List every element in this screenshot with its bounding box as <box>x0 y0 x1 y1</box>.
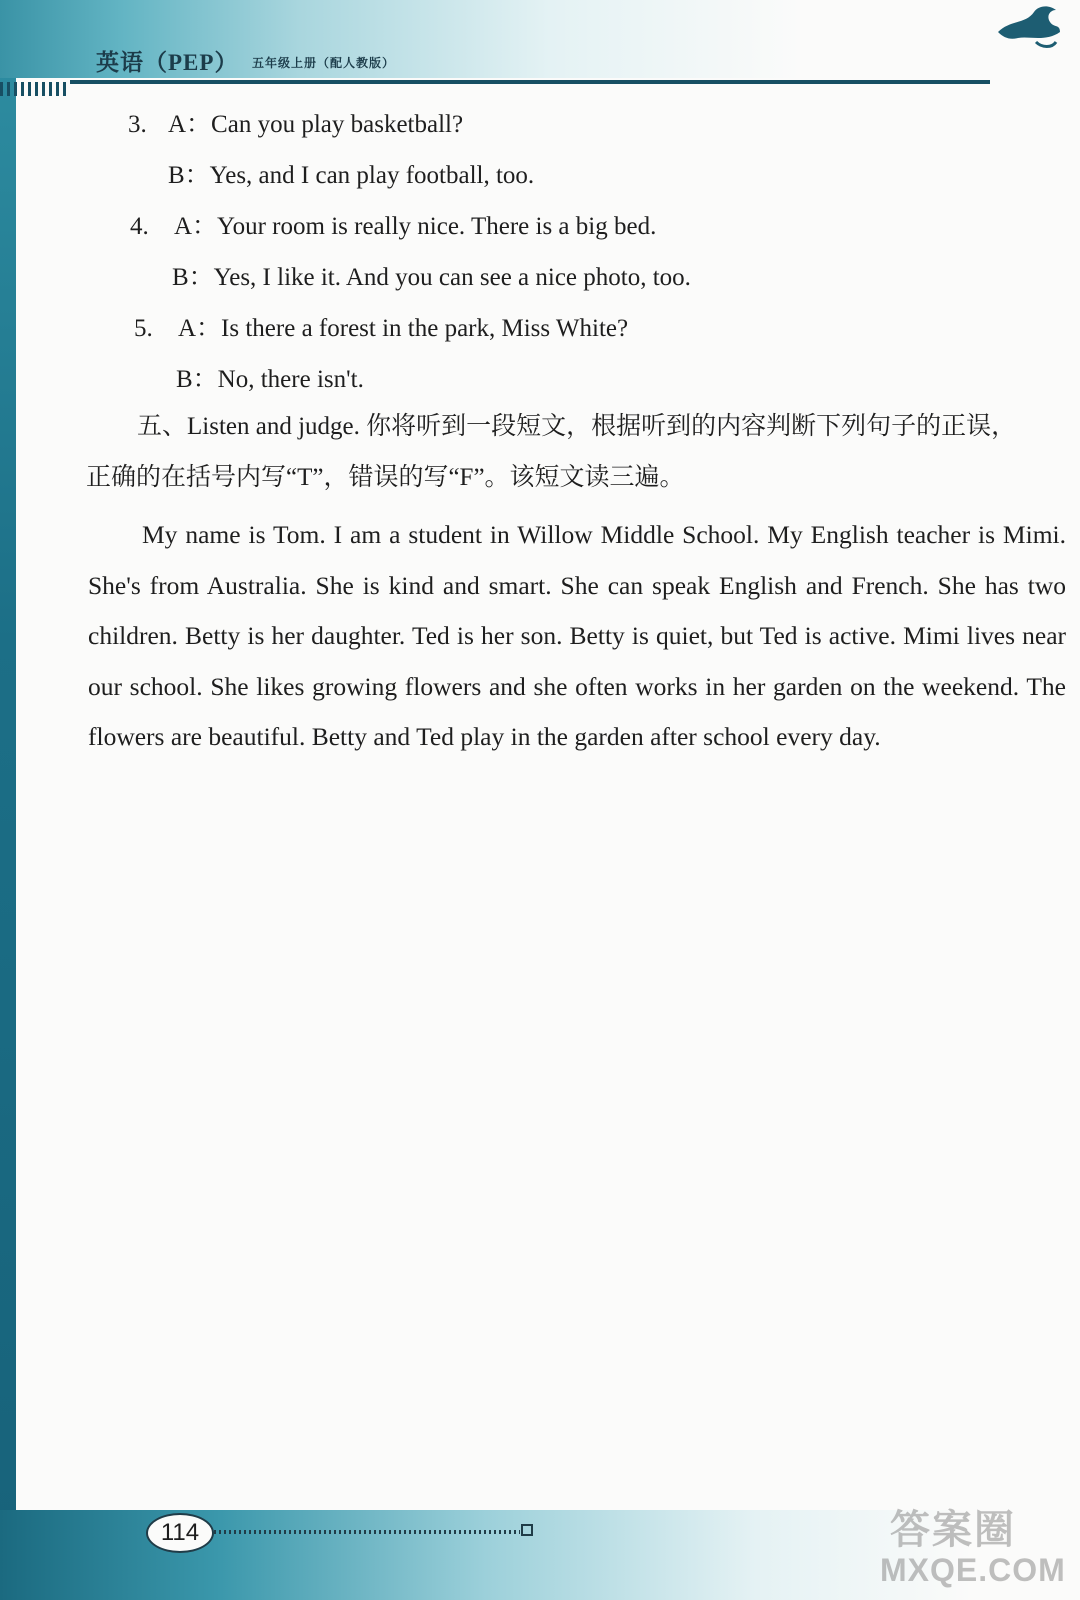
wave-ornament-icon <box>996 2 1062 54</box>
dialog-4-b <box>84 263 1064 314</box>
dialog-list <box>84 110 1064 416</box>
section-heading: 五、Listen and judge. 你将听到一段短文，根据听到的内容判断下列句子的正误， <box>137 413 1017 440</box>
header-ticks <box>0 82 70 96</box>
footer-square-icon <box>521 1524 533 1536</box>
dialog-5-b <box>84 365 1064 416</box>
dialog-line-a: A：Is there a forest in the park, Miss White? <box>178 315 629 342</box>
dialog-4-a <box>84 212 1064 263</box>
dialog-3-b <box>84 161 1064 212</box>
dialog-number: 5. <box>134 315 153 342</box>
watermark-top-text: 答案圈 <box>890 1507 1016 1553</box>
dialog-5-a <box>84 314 1064 365</box>
footer-dotted-rule <box>214 1530 520 1534</box>
header-rule <box>70 80 990 84</box>
left-edge-band <box>0 0 16 1600</box>
dialog-line-b: B：Yes, and I can play football, too. <box>168 162 535 189</box>
site-watermark <box>880 1498 1070 1594</box>
page-number: 114 <box>146 1513 214 1553</box>
dialog-number: 4. <box>130 213 149 240</box>
dialog-line-b: B：No, there isn't. <box>176 366 364 393</box>
dialog-3-a <box>84 110 1064 161</box>
dialog-line-a: A：Can you play basketball? <box>168 111 464 138</box>
listening-passage: My name is Tom. I am a student in Willow Middle School. My English teacher is Mimi. She's from Australia. She is kind and smart. She can speak English and French. She has two children. Betty is her daughter. Ted is her son. Betty is quiet, but Ted is active. Mimi lives near our school. She likes growing flowers and she often works in her garden on the weekend. The flowers are beautiful. Betty and Ted play in the garden after school every day. <box>88 520 1066 751</box>
book-title: 英语（PEP） <box>96 50 239 75</box>
dialog-line-b: B：Yes, I like it. And you can see a nice photo, too. <box>172 264 691 291</box>
section-instructions: 正确的在括号内写“T”，错误的写“F”。该短文读三遍。 <box>86 464 685 491</box>
book-subtitle: 五年级上册（配人教版） <box>252 56 396 70</box>
dialog-number: 3. <box>128 111 147 138</box>
dialog-line-a: A：Your room is really nice. There is a big bed. <box>174 213 657 240</box>
watermark-bottom-text: MXQE.COM <box>880 1552 1066 1588</box>
page-header <box>0 0 1080 96</box>
